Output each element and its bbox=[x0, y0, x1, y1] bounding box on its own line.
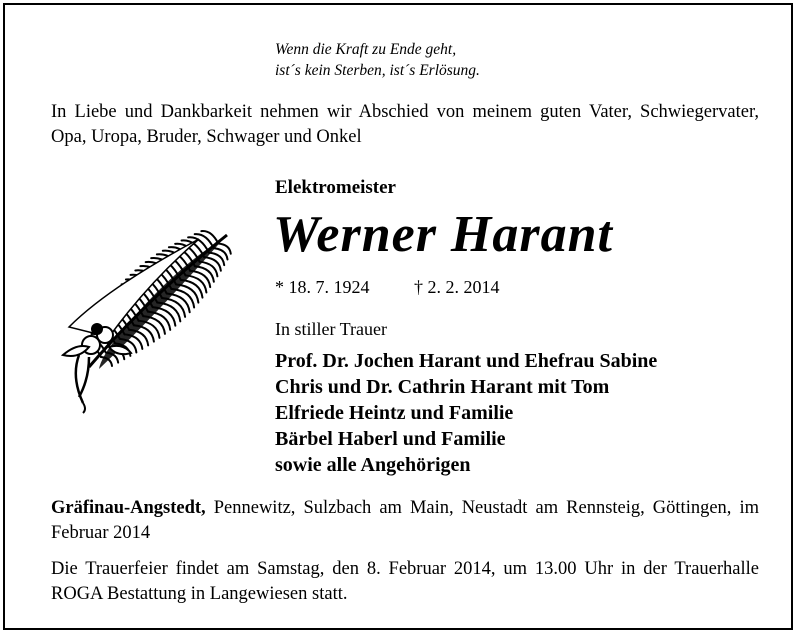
mourners-list bbox=[275, 348, 657, 478]
place-bold: Gräfinau-Angstedt, bbox=[51, 498, 206, 518]
funeral-info: Die Trauerfeier findet am Samstag, den 8. Februar 2014, um 13.00 Uhr in der Trauerhalle ROGA Bestattung in Langewiesen statt. bbox=[51, 559, 759, 604]
mourning-label: In stiller Trauer bbox=[275, 319, 387, 339]
deceased-name: Werner Harant bbox=[273, 206, 613, 263]
death-date: † 2. 2. 2014 bbox=[414, 277, 500, 297]
place-rest: Pennewitz, Sulzbach am Main, Neustadt am Rennsteig, Göttingen, im Februar 2014 bbox=[51, 498, 759, 543]
mourner-entry: Chris und Dr. Cathrin Harant mit Tom bbox=[275, 376, 610, 398]
place-line bbox=[51, 496, 759, 546]
mourner-entry: Elfriede Heintz und Familie bbox=[275, 402, 514, 424]
motto: Wenn die Kraft zu Ende geht, ist´s kein Sterben, ist´s Erlösung. bbox=[275, 41, 480, 79]
life-dates bbox=[275, 277, 500, 298]
profession-title: Elektromeister bbox=[275, 177, 396, 198]
obituary-frame bbox=[3, 3, 793, 630]
mourner-entry: sowie alle Angehörigen bbox=[275, 454, 471, 476]
mourner-entry: Prof. Dr. Jochen Harant und Ehefrau Sabine bbox=[275, 350, 658, 372]
intro-text: In Liebe und Dankbarkeit nehmen wir Abschied von meinem guten Vater, Schwiegervater, Opa, Uropa, Bruder, Schwager und Onkel bbox=[51, 102, 759, 147]
mourner-entry: Bärbel Haberl und Familie bbox=[275, 428, 506, 450]
feather-with-bow-icon bbox=[49, 217, 239, 417]
birth-date: * 18. 7. 1924 bbox=[275, 277, 370, 297]
